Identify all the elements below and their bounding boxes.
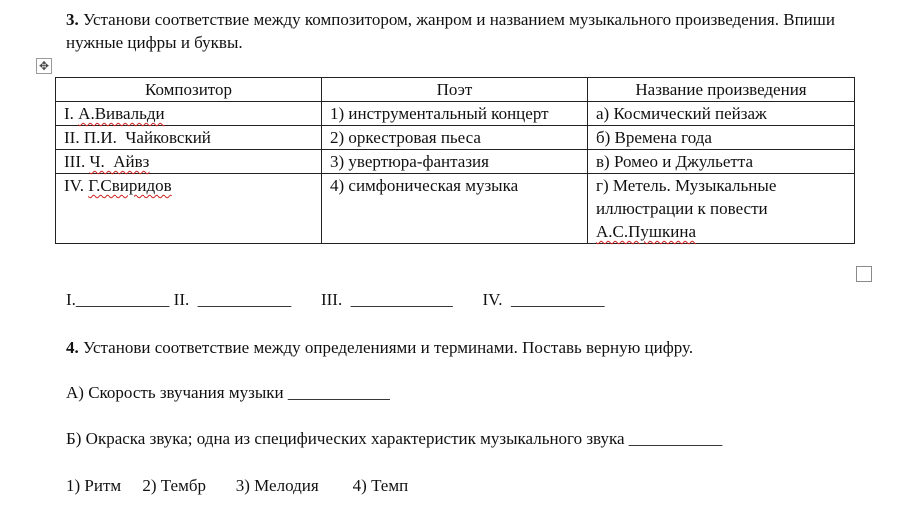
row-number: II.: [64, 128, 80, 147]
composer-cell[interactable]: [56, 126, 322, 150]
genre-cell[interactable]: 4) симфоническая музыка: [322, 174, 588, 244]
work-title-author: А.С.Пушкина: [596, 222, 696, 241]
table-resize-handle[interactable]: [856, 266, 872, 282]
table-move-handle-icon[interactable]: ✥: [36, 58, 52, 74]
work-cell[interactable]: в) Ромео и Джульетта: [588, 150, 855, 174]
composer-name: А.Вивальди: [78, 104, 165, 123]
composer-cell[interactable]: [56, 150, 322, 174]
table-header-row: [56, 78, 855, 102]
table-row: [56, 174, 855, 244]
question-3-number: 3.: [66, 10, 79, 29]
genre-cell[interactable]: 2) оркестровая пьеса: [322, 126, 588, 150]
question-4-text: [66, 338, 693, 358]
question-4-number: 4.: [66, 338, 79, 357]
composer-name: П.И. Чайковский: [83, 128, 211, 147]
table-row: [56, 126, 855, 150]
composer-cell[interactable]: [56, 174, 322, 244]
row-number: IV.: [64, 176, 84, 195]
table-row: [56, 102, 855, 126]
question-3-body: Установи соответствие между композитором, жанром и названием музыкального произведения. Впиши нужные цифры и буквы.: [66, 10, 835, 52]
question-4-body: Установи соответствие между определениями и терминами. Поставь верную цифру.: [83, 338, 694, 357]
table-row: [56, 150, 855, 174]
work-cell[interactable]: а) Космический пейзаж: [588, 102, 855, 126]
row-number: III.: [64, 152, 86, 171]
term-options: 1) Ритм 2) Тембр 3) Мелодия 4) Темп: [66, 476, 409, 495]
genre-cell[interactable]: 1) инструментальный концерт: [322, 102, 588, 126]
header-poet: Поэт: [322, 78, 588, 102]
composer-name: Ч. Айвз: [89, 152, 150, 171]
matching-table: [55, 77, 855, 244]
definition-a[interactable]: А) Скорость звучания музыки ____________: [66, 383, 390, 402]
question-3-text: [66, 8, 866, 54]
header-work-title: Название произведения: [588, 78, 855, 102]
genre-cell[interactable]: 3) увертюра-фантазия: [322, 150, 588, 174]
composer-name: Г.Свиридов: [88, 176, 172, 195]
header-composer: Композитор: [56, 78, 322, 102]
work-cell[interactable]: б) Времена года: [588, 126, 855, 150]
answer-blanks-q3[interactable]: I.___________ II. ___________ III. ____________ IV. ___________: [66, 290, 605, 309]
work-cell[interactable]: [588, 174, 855, 244]
work-title: г) Метель. Музыкальные иллюстрации к повести: [596, 176, 777, 218]
definition-b[interactable]: Б) Окраска звука; одна из специфических характеристик музыкального звука ___________: [66, 429, 723, 448]
row-number: I.: [64, 104, 74, 123]
composer-cell[interactable]: [56, 102, 322, 126]
